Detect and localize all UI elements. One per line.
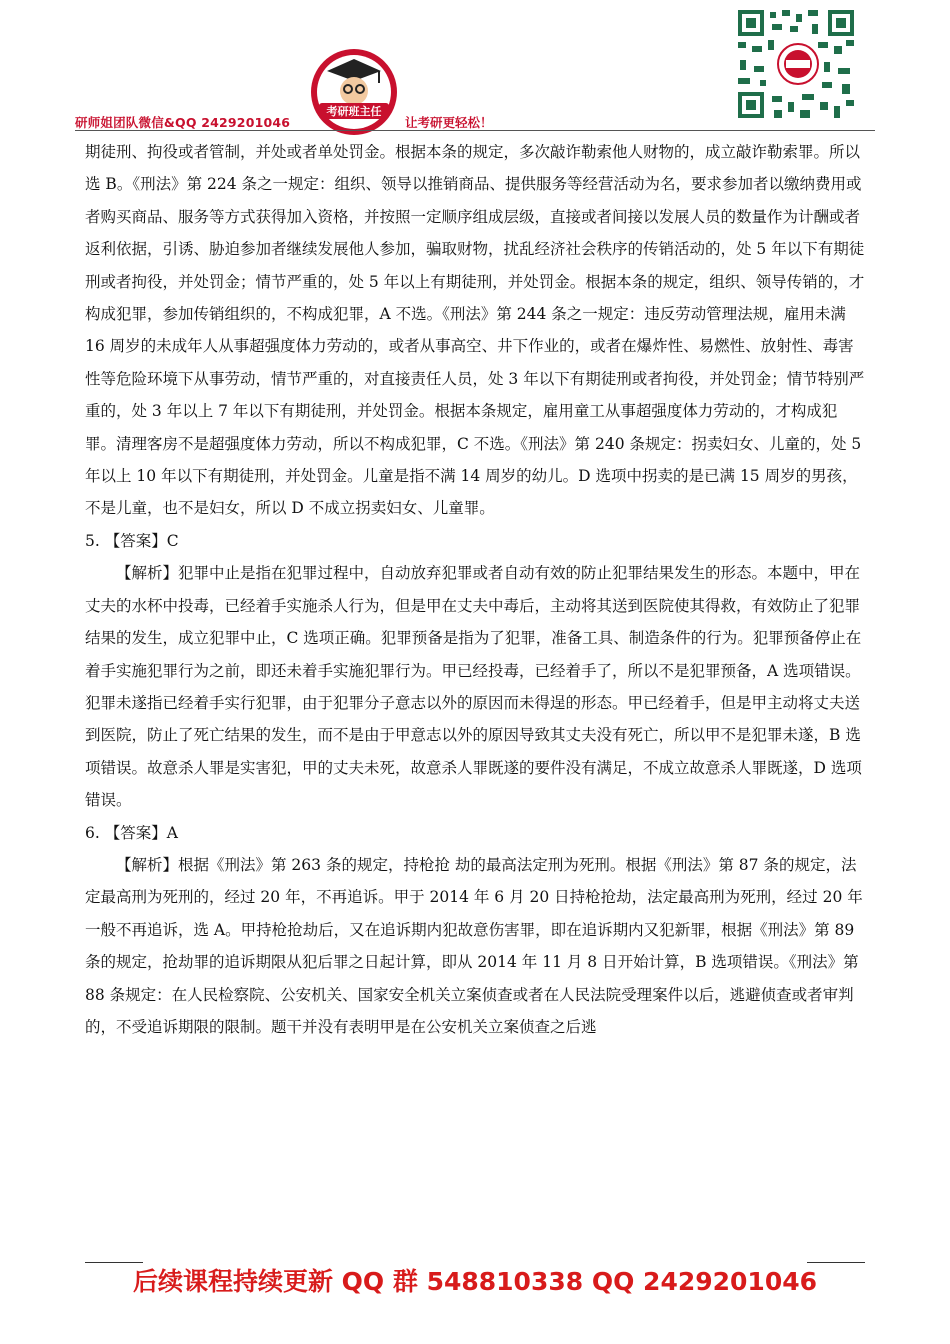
header-slogan: 让考研更轻松！ [405,115,493,130]
answer-heading-5: 5. 【答案】C [85,531,179,550]
footer-promo-text: 后续课程持续更新 QQ 群 548810338 QQ 2429201046 [132,1267,818,1296]
header-contact-text: 研师姐团队微信&QQ 2429201046 [75,115,291,130]
document-body [85,136,865,1043]
qr-code-image [734,6,858,122]
answer-heading-6: 6. 【答案】A [85,823,178,842]
analysis-paragraph-6: 【解析】根据《刑法》第 263 条的规定，持枪抢 劫的最高法定刑为死刑。根据《刑法》第 87 条的规定，法定最高刑为死刑的，经过 20 年，不再追诉。甲于 2014 年 6 月 20 日持枪抢劫，法定最高刑为死刑，经过 20 年一般不再追诉，选 A。甲持枪抢劫后，又在追诉期内犯故意伤害罪，即在追诉期内又犯新罪，根据《刑法》第 89 条的规定，抢劫罪的追诉期限从犯后罪之日起计算，即从 2014 年 11 月 8 日开始计算，B 选项错误。《刑法》第 88 条规定：在人民检察院、公安机关、国家安全机关立案侦查或者在人民法院受理案件以后，逃避侦查或者审判的，不受追诉期限的限制。题干并没有表明甲是在公安机关立案侦查之后逃 [85,855,863,1036]
paragraph-continuation: 期徒刑、拘役或者管制，并处或者单处罚金。根据本条的规定，多次敲诈勒索他人财物的，成立敲诈勒索罪。所以选 B。《刑法》第 224 条之一规定：组织、领导以推销商品、提供服务等经营活动为名，要求参加者以缴纳费用或者购买商品、服务等方式获得加入资格，并按照一定顺序组成层级，直接或者间接以发展人员的数量作为计酬或者返利依据，引诱、胁迫参加者继续发展他人参加，骗取财物，扰乱经济社会秩序的传销活动的，处 5 年以下有期徒刑或者拘役，并处罚金；情节严重的，处 5 年以上有期徒刑，并处罚金。根据本条的规定，组织、领导传销的，才构成犯罪，参加传销组织的，不构成犯罪，A 不选。《刑法》第 244 条之一规定：违反劳动管理法规，雇用未满 16 周岁的未成年人从事超强度体力劳动的，或者从事高空、井下作业的，或者在爆炸性、易燃性、放射性、毒害性等危险环境下从事劳动，情节严重的，对直接责任人员，处 3 年以下有期徒刑或者拘役，并处罚金；情节特别严重的，处 3 年以上 7 年以下有期徒刑，并处罚金。根据本条规定，雇用童工从事超强度体力劳动的，才构成犯罪。清理客房不是超强度体力劳动，所以不构成犯罪，C 不选。《刑法》第 240 条规定：拐卖妇女、儿童的，处 5 年以上 10 年以下有期徒刑，并处罚金。儿童是指不满 14 周岁的幼儿。D 选项中拐卖的是已满 15 周岁的男孩，不是儿童，也不是妇女，所以 D 不成立拐卖妇女、儿童罪。 [85,143,865,518]
logo-text: 考研班主任 [326,105,382,118]
header-divider [75,130,875,131]
analysis-paragraph-5: 【解析】犯罪中止是指在犯罪过程中，自动放弃犯罪或者自动有效的防止犯罪结果发生的形态。本题中，甲在丈夫的水杯中投毒，已经着手实施杀人行为，但是甲在丈夫中毒后，主动将其送到医院使其得救，有效防止了犯罪结果的发生，成立犯罪中止，C 选项正确。犯罪预备是指为了犯罪，准备工具、制造条件的行为。犯罪预备停止在着手实施犯罪行为之前，即还未着手实施犯罪行为。甲已经投毒，已经着手了，所以不是犯罪预备，A 选项错误。犯罪未遂指已经着手实行犯罪，由于犯罪分子意志以外的原因而未得逞的形态。甲已经着手，但是甲主动将丈夫送到医院，防止了死亡结果的发生，而不是由于甲意志以外的原因导致其丈夫没有死亡，所以甲不是犯罪未遂，B 选项错误。故意杀人罪是实害犯，甲的丈夫未死，故意杀人罪既遂的要件没有满足，不成立故意杀人罪既遂，D 选项错误。 [85,564,862,810]
logo [309,47,399,137]
